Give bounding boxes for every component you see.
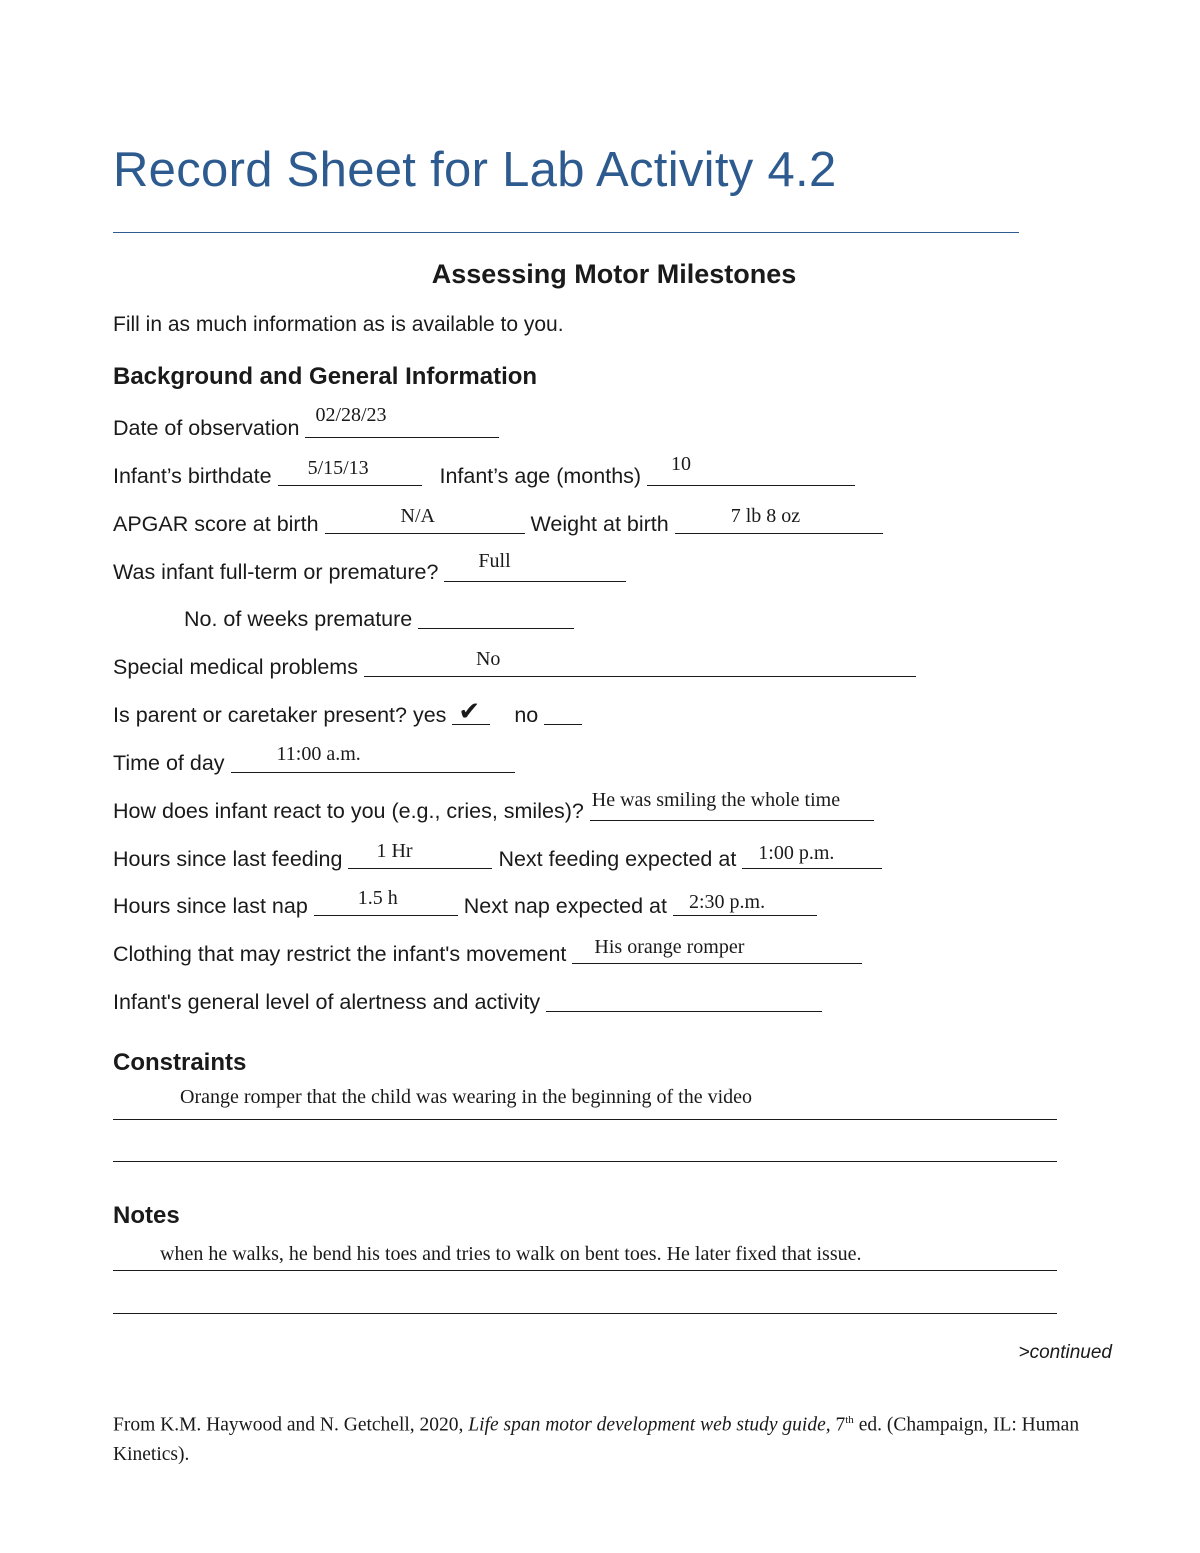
citation-edition-suffix: th	[845, 1414, 854, 1426]
weeks-field[interactable]	[418, 608, 574, 629]
title-divider	[113, 232, 1019, 233]
notes-line-1[interactable]	[113, 1270, 1057, 1271]
row-medical	[113, 648, 916, 680]
react-field[interactable]	[590, 789, 874, 821]
citation-footer	[113, 1406, 1113, 1469]
weight-field[interactable]	[675, 505, 883, 534]
section-heading-background: Background and General Information	[113, 363, 538, 390]
row-alertness	[113, 989, 822, 1015]
feeding-value: 1 Hr	[376, 840, 413, 862]
medical-field[interactable]	[364, 648, 916, 677]
constraints-line-1[interactable]	[113, 1119, 1057, 1120]
age-field[interactable]	[647, 453, 855, 486]
next-feeding-label: Next feeding expected at	[498, 847, 737, 871]
clothing-label: Clothing that may restrict the infant's movement	[113, 942, 567, 966]
weight-label: Weight at birth	[530, 512, 669, 536]
alertness-field[interactable]	[546, 991, 822, 1012]
clothing-field[interactable]	[572, 936, 862, 964]
react-label: How does infant react to you (e.g., cries, smiles)?	[113, 799, 584, 823]
notes-line-2[interactable]	[113, 1313, 1057, 1314]
section-heading-notes: Notes	[113, 1202, 180, 1229]
time-value: 11:00 a.m.	[276, 743, 361, 765]
weeks-label: No. of weeks premature	[184, 607, 413, 631]
apgar-label: APGAR score at birth	[113, 512, 319, 536]
next-nap-value: 2:30 p.m.	[688, 891, 766, 913]
constraints-line-2[interactable]	[113, 1161, 1057, 1162]
row-birthdate	[113, 453, 855, 489]
term-label: Was infant full-term or premature?	[113, 560, 439, 584]
citation-publisher: ed. (Champaign, IL: Human Kinetics).	[113, 1414, 1080, 1465]
nap-label: Hours since last nap	[113, 894, 308, 918]
apgar-value: N/A	[400, 505, 435, 527]
next-feeding-field[interactable]	[742, 842, 882, 869]
birthdate-label: Infant’s birthdate	[113, 464, 272, 488]
date-value: 02/28/23	[315, 404, 387, 426]
checkmark-icon: ✔	[458, 696, 481, 726]
section-heading-constraints: Constraints	[113, 1049, 247, 1076]
clothing-value: His orange romper	[594, 936, 745, 958]
date-field[interactable]	[305, 404, 499, 438]
birthdate-value: 5/15/13	[307, 457, 369, 479]
parent-label: Is parent or caretaker present? yes	[113, 703, 447, 727]
react-value: He was smiling the whole time	[591, 789, 841, 811]
weight-value: 7 lb 8 oz	[730, 505, 801, 527]
time-field[interactable]	[231, 743, 515, 773]
time-label: Time of day	[113, 751, 225, 775]
page-title: Record Sheet for Lab Activity 4.2	[113, 143, 837, 197]
next-feeding-value: 1:00 p.m.	[758, 842, 835, 864]
age-label: Infant’s age (months)	[439, 464, 642, 488]
feeding-label: Hours since last feeding	[113, 847, 343, 871]
row-nap	[113, 887, 817, 919]
row-apgar	[113, 505, 883, 537]
row-react	[113, 789, 874, 824]
row-parent	[113, 696, 582, 728]
citation-prefix: From K.M. Haywood and N. Getchell, 2020,	[113, 1414, 469, 1436]
apgar-field[interactable]	[325, 505, 525, 534]
parent-no-field[interactable]	[544, 704, 582, 725]
birthdate-field[interactable]	[278, 457, 422, 486]
citation-title: Life span motor development web study guide,	[468, 1414, 831, 1436]
feeding-field[interactable]	[348, 840, 492, 869]
parent-no-label: no	[514, 703, 539, 727]
row-clothing	[113, 936, 862, 967]
alertness-label: Infant's general level of alertness and activity	[113, 990, 541, 1014]
constraints-line-1-text: Orange romper that the child was wearing in the beginning of the video	[180, 1086, 753, 1108]
next-nap-field[interactable]	[673, 891, 817, 916]
row-feeding	[113, 840, 882, 872]
row-weeks	[184, 606, 574, 632]
term-value: Full	[478, 550, 511, 572]
continued-label: >continued	[1018, 1342, 1112, 1363]
next-nap-label: Next nap expected at	[463, 894, 667, 918]
medical-label: Special medical problems	[113, 655, 358, 679]
term-field[interactable]	[444, 550, 626, 582]
page-subtitle: Assessing Motor Milestones	[431, 259, 797, 289]
row-date	[113, 404, 499, 441]
instruction-text: Fill in as much information as is available to you.	[113, 313, 564, 336]
parent-yes-field[interactable]	[452, 696, 490, 726]
row-time	[113, 743, 515, 776]
nap-field[interactable]	[314, 887, 458, 916]
row-term	[113, 550, 626, 585]
citation-edition: 7	[830, 1414, 846, 1436]
nap-value: 1.5 h	[357, 887, 398, 909]
notes-line-1-text: when he walks, he bend his toes and tries to walk on bent toes. He later fixed that issue.	[160, 1243, 862, 1265]
date-label: Date of observation	[113, 416, 300, 440]
medical-value: No	[475, 648, 501, 670]
age-value: 10	[671, 453, 692, 475]
